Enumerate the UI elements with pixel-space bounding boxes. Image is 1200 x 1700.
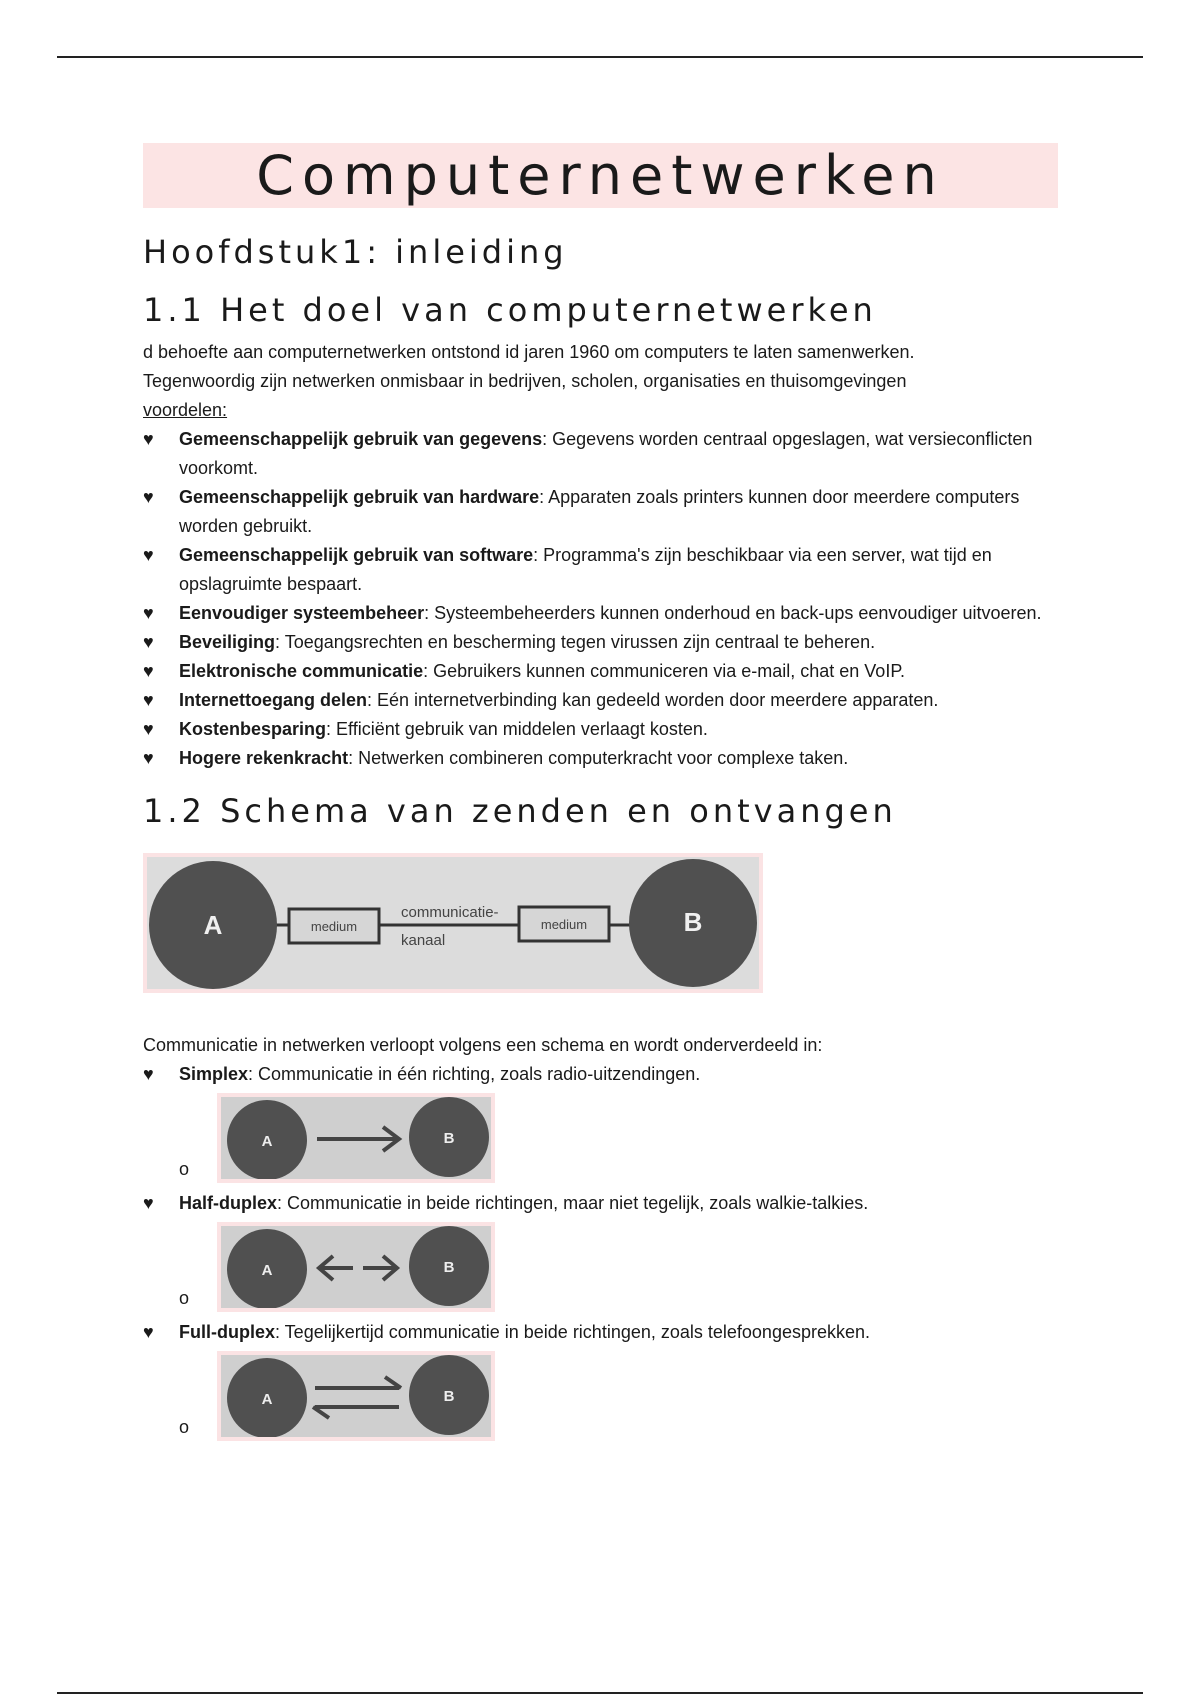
modes-list-3 [143,1318,1058,1347]
item-desc: : Gebruikers kunnen communiceren via e-mail, chat en VoIP. [423,661,906,681]
simplex-diagram-row [143,1093,1058,1185]
item-desc: : Netwerken combineren computerkracht voor complexe taken. [348,748,849,768]
sub-marker: o [179,1288,190,1308]
medium-label-right: medium [540,917,588,932]
document-title: Computernetwerken [143,143,1058,208]
item-term: Gemeenschappelijk gebruik van hardware [179,487,540,507]
node-a-label: A [261,1391,273,1408]
list-item [143,425,1058,483]
node-a-label: A [261,1262,273,1279]
item-desc: : Toegangsrechten en bescherming tegen virussen zijn centraal te beheren. [275,632,876,652]
channel-label-line1: communicatie- [401,904,499,921]
item-term: Gemeenschappelijk gebruik van software [179,545,534,565]
node-a-label: A [203,910,223,940]
half-duplex-diagram [217,1222,495,1312]
schema-svg [147,857,759,989]
heart-bullet-icon: ♥ [143,545,154,565]
section-heading-1-1: 1.1 Het doel van computernetwerken [143,291,877,329]
heart-bullet-icon: ♥ [143,719,154,739]
modes-intro: Communicatie in netwerken verloopt volgens een schema en wordt onderverdeeld in: [143,1035,823,1055]
item-desc: : Efficiënt gebruik van middelen verlaagt kosten. [326,719,708,739]
item-term: Hogere rekenkracht [179,748,349,768]
node-b-label: B [683,907,703,937]
list-item [143,744,1058,773]
item-desc: : Programma's zijn beschikbaar via een server, wat tijd en opslagruimte bespaart. [179,545,992,594]
item-desc: : Gegevens worden centraal opgeslagen, wat versieconflicten voorkomt. [179,429,1033,478]
top-rule [57,56,1143,58]
item-desc: : Eén internetverbinding kan gedeeld worden door meerdere apparaten. [367,690,939,710]
node-b-label: B [443,1388,455,1405]
mode-term: Full-duplex [179,1322,275,1342]
modes-list [143,1060,1058,1089]
chapter-heading: Hoofdstuk1: inleiding [143,233,568,271]
item-term: Gemeenschappelijk gebruik van gegevens [179,429,543,449]
item-term: Eenvoudiger systeembeheer [179,603,425,623]
simplex-diagram [217,1093,495,1183]
node-b-label: B [443,1130,455,1147]
mode-desc: : Tegelijkertijd communicatie in beide richtingen, zoals telefoongesprekken. [275,1322,871,1342]
simplex-svg [221,1097,491,1179]
full-duplex-svg [221,1355,491,1437]
mode-term: Simplex [179,1064,249,1084]
heart-bullet-icon: ♥ [143,487,154,507]
bottom-rule [57,1692,1143,1694]
communication-schema-diagram [143,853,763,993]
advantages-label: voordelen: [143,400,228,420]
list-item [143,483,1058,541]
list-item-full-duplex [143,1318,1058,1347]
item-desc: : Apparaten zoals printers kunnen door meerdere computers worden gebruikt. [179,487,1020,536]
list-item [143,599,1058,628]
intro-line-2: Tegenwoordig zijn netwerken onmisbaar in bedrijven, scholen, organisaties en thuisomgevingen [143,371,907,391]
mode-desc: : Communicatie in één richting, zoals radio-uitzendingen. [248,1064,701,1084]
heart-bullet-icon: ♥ [143,1322,154,1342]
arrow-right-icon [317,1127,399,1151]
heart-bullet-icon: ♥ [143,603,154,623]
heart-bullet-icon: ♥ [143,1064,154,1084]
item-term: Elektronische communicatie [179,661,424,681]
item-term: Internettoegang delen [179,690,368,710]
page-content [143,143,1058,1447]
heart-bullet-icon: ♥ [143,429,154,449]
mode-desc: : Communicatie in beide richtingen, maar niet tegelijk, zoals walkie-talkies. [277,1193,869,1213]
full-duplex-diagram [217,1351,495,1441]
heart-bullet-icon: ♥ [143,632,154,652]
sub-marker: o [179,1159,190,1179]
heart-bullet-icon: ♥ [143,661,154,681]
sub-marker: o [179,1417,190,1437]
half-duplex-diagram-row [143,1222,1058,1314]
full-duplex-diagram-row [143,1351,1058,1443]
item-term: Kostenbesparing [179,719,327,739]
advantages-list [143,425,1058,773]
intro-line-1: d behoefte aan computernetwerken ontstond id jaren 1960 om computers te laten samenwerken. [143,342,915,362]
arrow-left-icon [313,1407,399,1418]
list-item [143,686,1058,715]
medium-label-left: medium [310,919,358,934]
section-heading-1-2: 1.2 Schema van zenden en ontvangen [143,792,897,830]
list-item [143,541,1058,599]
half-duplex-svg [221,1226,491,1308]
modes-list-2 [143,1189,1058,1218]
list-item [143,657,1058,686]
list-item-simplex [143,1060,1058,1089]
item-term: Beveiliging [179,632,276,652]
list-item [143,628,1058,657]
list-item [143,715,1058,744]
list-item-half-duplex [143,1189,1058,1218]
channel-label-line2: kanaal [401,932,446,949]
item-desc: : Systeembeheerders kunnen onderhoud en back-ups eenvoudiger uitvoeren. [424,603,1042,623]
heart-bullet-icon: ♥ [143,690,154,710]
mode-term: Half-duplex [179,1193,278,1213]
arrow-left-icon [319,1256,353,1280]
node-b-label: B [443,1259,455,1276]
arrow-right-icon [363,1256,397,1280]
heart-bullet-icon: ♥ [143,1193,154,1213]
heart-bullet-icon: ♥ [143,748,154,768]
arrow-right-icon [315,1377,401,1388]
node-a-label: A [261,1133,273,1150]
